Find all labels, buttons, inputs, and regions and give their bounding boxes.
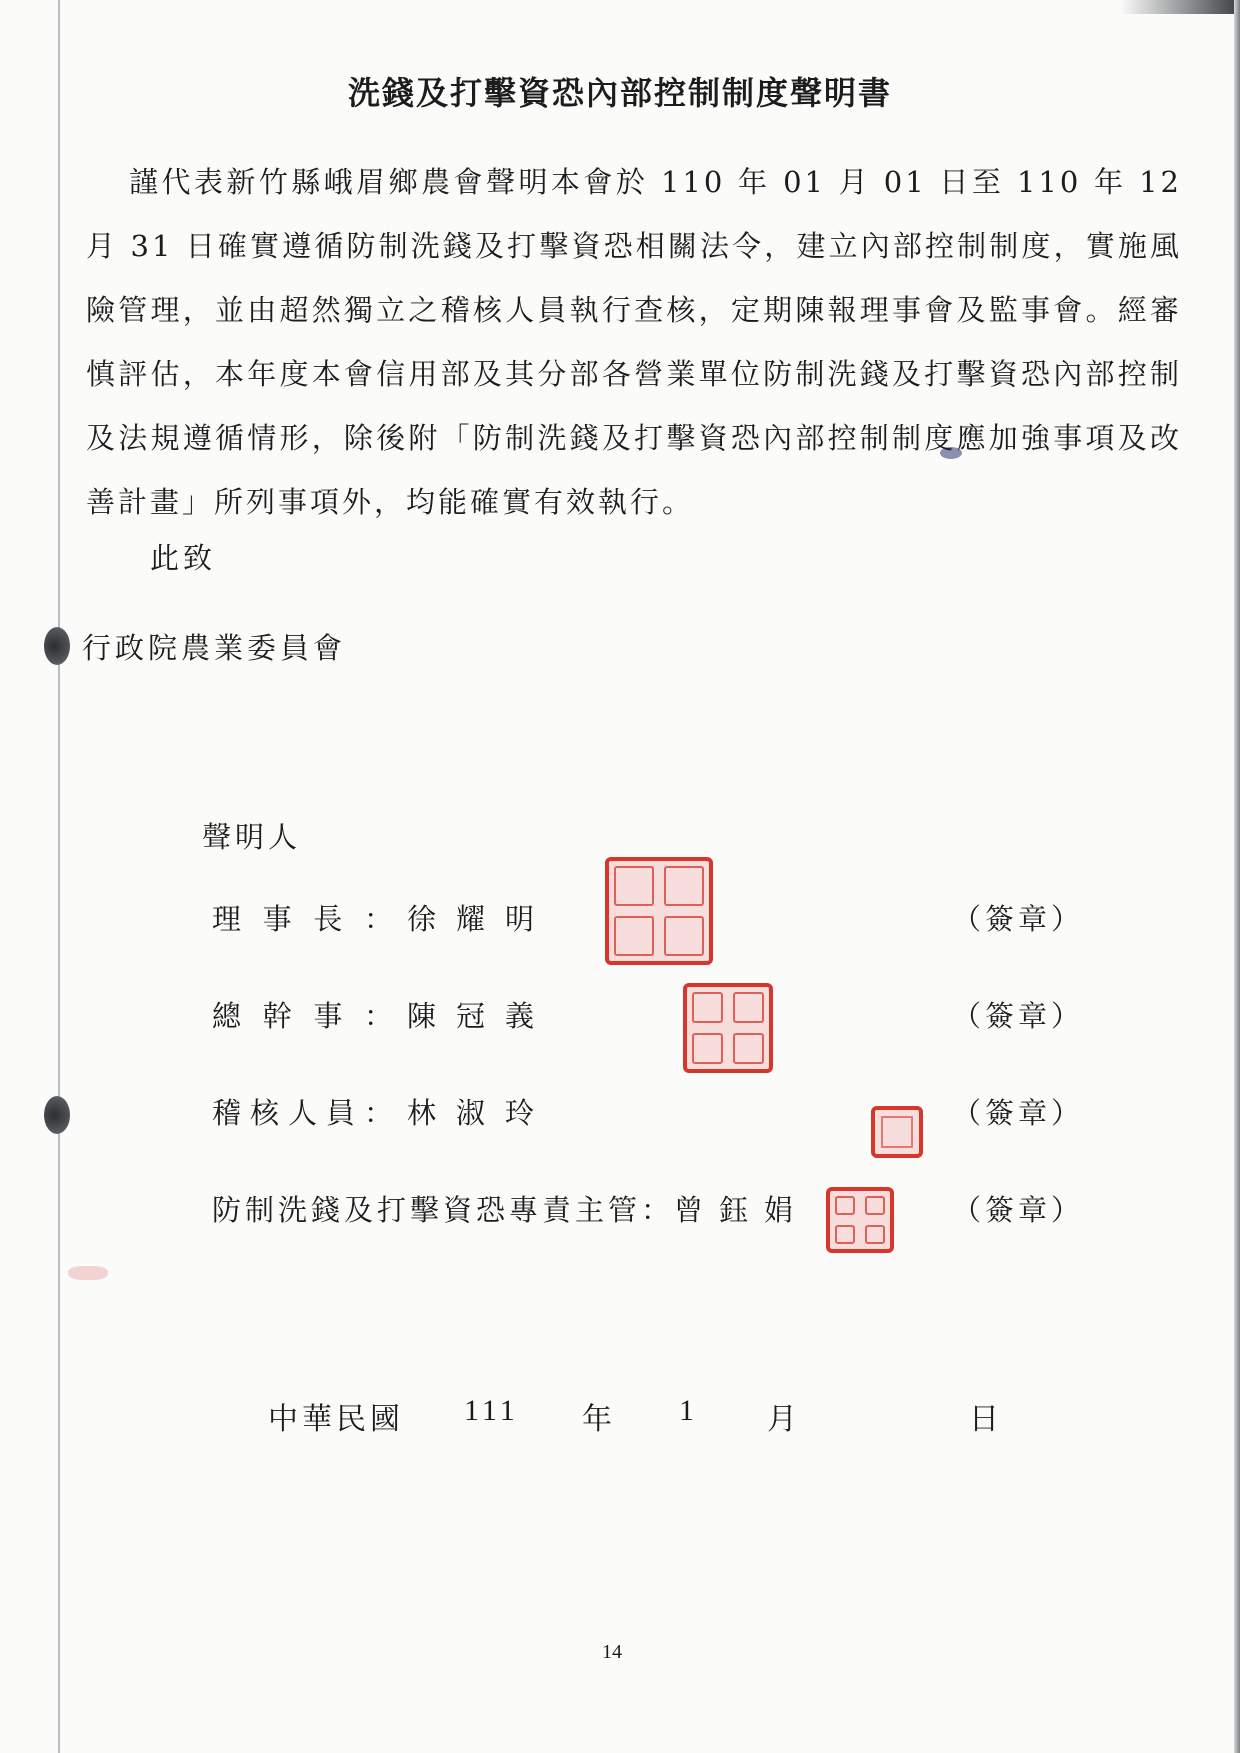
signatory-row-chairman (212, 897, 554, 938)
date-era: 中華民國 (268, 1402, 404, 1437)
signatory-name: 徐耀明 (407, 902, 555, 936)
signatory-title: 理事長： (212, 902, 397, 936)
sign-mark: （簽章） (952, 999, 1085, 1033)
seal-pattern (687, 987, 769, 1069)
signatory-row-general-manager (212, 994, 554, 1035)
signatory-name: 林淑玲 (407, 1096, 555, 1130)
salutation: 此致 (150, 541, 217, 575)
signatory-row-auditor (212, 1091, 554, 1132)
seal-stamp (605, 857, 713, 965)
seal-stamp (871, 1106, 923, 1158)
signatory-title: 防制洗錢及打擊資恐專責主管： (212, 1193, 675, 1227)
seal-stamp (826, 1187, 894, 1253)
date-month: 1 (679, 1394, 698, 1427)
declaration-body: 謹代表新竹縣峨眉鄉農會聲明本會於 110 年 01 月 01 日至 110 年 12 月 31 日確實遵循防制洗錢及打擊資恐相關法令，建立內部控制制度，實施風險管理，並由超然獨立之稽核人員執行查核，定期陳報理事會及監事會。經審慎評估，本年度本會信用部及其分部各營業單位防制洗錢及打擊資恐內部控制及法規遵循情形，除後附「防制洗錢及打擊資恐內部控制制度應加強事項及改善計畫」所列事項外，均能確實有效執行。 (86, 165, 1182, 519)
red-speck (68, 1266, 108, 1280)
punch-hole-bottom (44, 1096, 70, 1134)
date-year: 111 (464, 1394, 519, 1427)
punch-hole-top (44, 627, 70, 665)
signatory-title: 稽核人員： (212, 1096, 397, 1130)
seal-pattern (881, 1116, 913, 1148)
signatory-title: 總幹事： (212, 999, 397, 1033)
sign-mark: （簽章） (952, 1096, 1085, 1130)
binding-line (58, 0, 60, 1753)
date-month-unit: 月 (767, 1402, 801, 1437)
page-number: 14 (602, 1641, 622, 1663)
sign-mark: （簽章） (952, 902, 1085, 936)
scan-edge-right (1234, 0, 1240, 1753)
document-title: 洗錢及打擊資恐內部控制制度聲明書 (347, 74, 892, 112)
recipient: 行政院農業委員會 (82, 631, 347, 665)
signatory-row-aml-officer (212, 1188, 809, 1229)
seal-pattern (609, 861, 709, 961)
sign-mark: （簽章） (952, 1193, 1085, 1227)
signatory-name: 陳冠義 (407, 999, 555, 1033)
seal-stamp (683, 983, 773, 1073)
date-year-unit: 年 (582, 1402, 616, 1437)
scan-edge-top (1120, 0, 1240, 14)
seal-pattern (830, 1191, 890, 1249)
signatory-name: 曾鈺娟 (674, 1193, 810, 1227)
declarant-label: 聲明人 (202, 820, 302, 854)
date-day-unit: 日 (969, 1402, 1003, 1437)
